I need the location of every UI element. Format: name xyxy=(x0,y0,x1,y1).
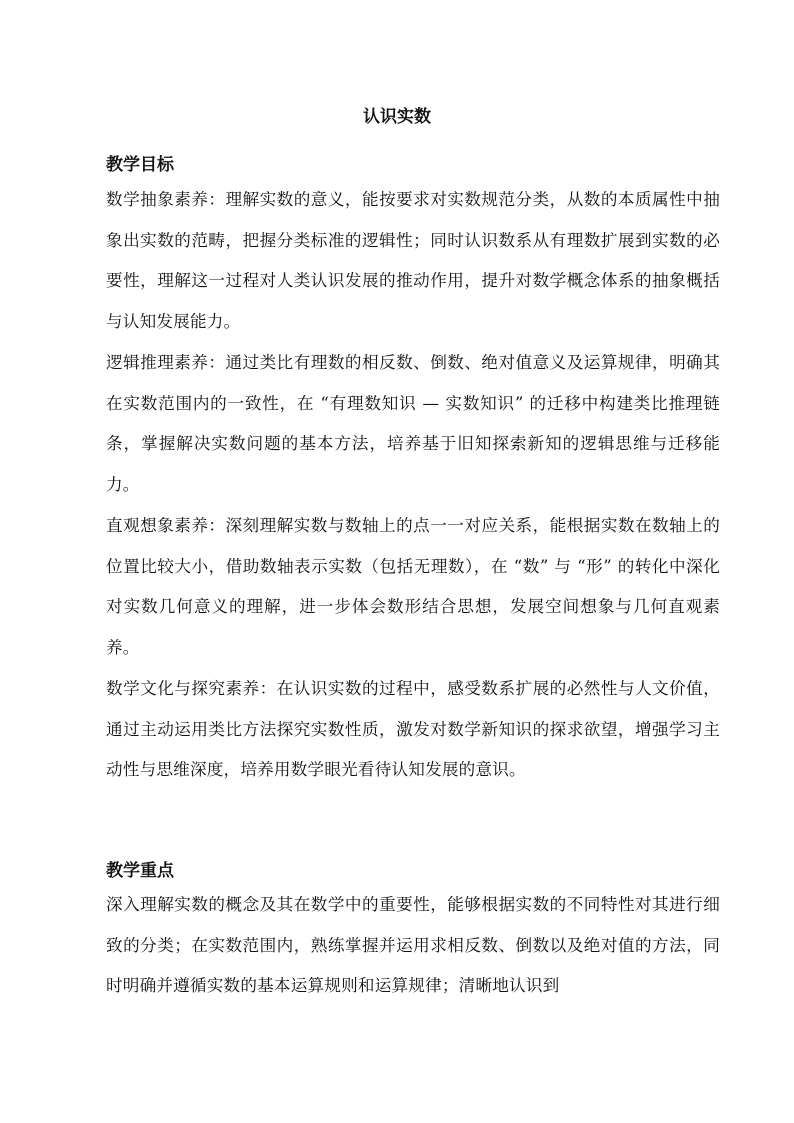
document-title: 认识实数 xyxy=(363,107,431,127)
section-heading-key-points: 教学重点 xyxy=(106,861,174,881)
paragraph-culture: 数学文化与探究素养：在认识实数的过程中，感受数系扩展的必然性与人文价值，通过主动运用类比方法探究实数性质，激发对数学新知识的探求欲望，增强学习主动性与思维深度，培养用数学眼光看待认知发展的意识。 xyxy=(106,679,720,779)
paragraph-intuition: 直观想象素养：深刻理解实数与数轴上的点一一对应关系，能根据实数在数轴上的位置比较大小，借助数轴表示实数（包括无理数），在 “数” 与 “形” 的转化中深化对实数几何意义的理解，进一步体会数形结合思想，发展空间想象与几何直观素养。 xyxy=(106,516,720,657)
paragraph-abstraction: 数学抽象素养：理解实数的意义，能按要求对实数规范分类，从数的本质属性中抽象出实数的范畴，把握分类标准的逻辑性；同时认识数系从有理数扩展到实数的必要性，理解这一过程对人类认识发展的推动作用，提升对数学概念体系的抽象概括与认知发展能力。 xyxy=(106,190,720,331)
paragraph-reasoning: 逻辑推理素养：通过类比有理数的相反数、倒数、绝对值意义及运算规律，明确其在实数范围内的一致性，在 “有理数知识 — 实数知识” 的迁移中构建类比推理链条，掌握解决实数问题的基本方法，培养基于旧知探索新知的逻辑思维与迁移能力。 xyxy=(106,353,720,494)
section-heading-objectives: 教学目标 xyxy=(106,155,174,175)
paragraph-key-points: 深入理解实数的概念及其在数学中的重要性，能够根据实数的不同特性对其进行细致的分类；在实数范围内，熟练掌握并运用求相反数、倒数以及绝对值的方法，同时明确并遵循实数的基本运算规则和运算规律；清晰地认识到 xyxy=(106,895,720,995)
